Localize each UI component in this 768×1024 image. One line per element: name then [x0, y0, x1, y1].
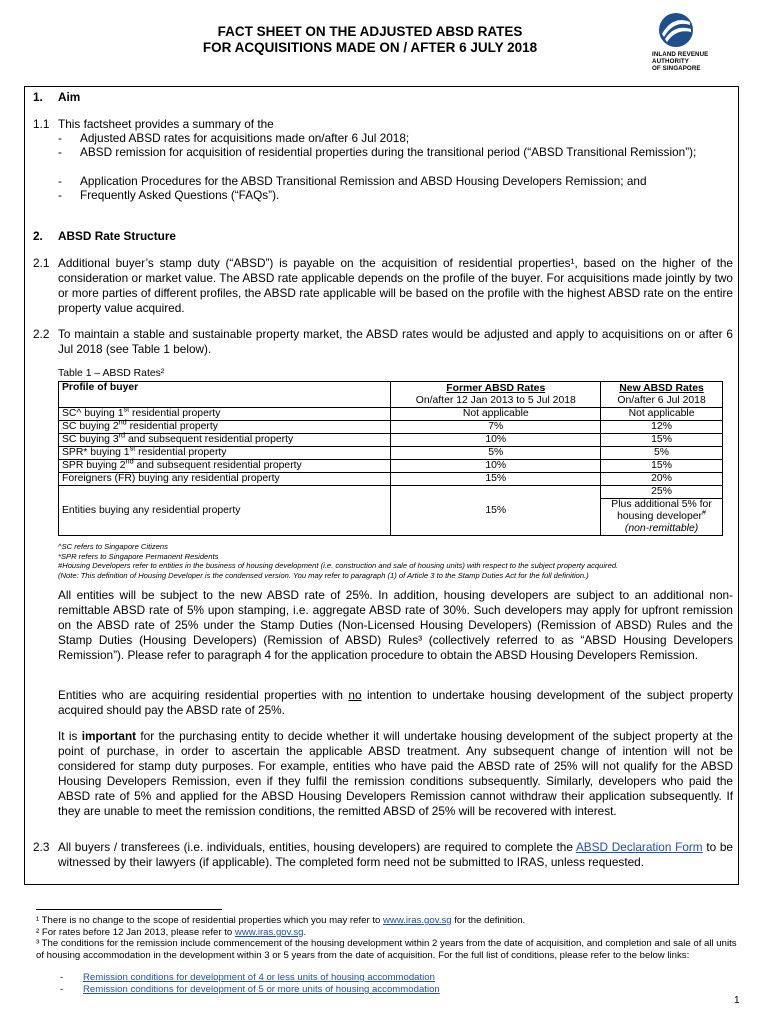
table-note: *SPR refers to Singapore Permanent Residents	[58, 551, 219, 561]
former-rate-cell: 15%	[391, 486, 601, 536]
section-2-heading: ABSD Rate Structure	[58, 229, 176, 243]
former-rate-cell: 10%	[391, 434, 601, 447]
table-note: #Housing Developers refer to entities in the business of housing development (i.e. construction and sale of housing units) with respect to the subject property acquired.	[58, 561, 619, 570]
section-2-number: 2.	[33, 229, 43, 243]
buyer-profile-cell: SC buying 3rd and subsequent residential property	[59, 434, 391, 447]
new-rate-cell: 15%	[601, 460, 723, 473]
table-row	[59, 421, 723, 434]
logo-text	[652, 51, 748, 72]
table-row	[59, 460, 723, 473]
buyer-profile-cell: SPR* buying 1st residential property	[59, 447, 391, 460]
para-2-3-number: 2.3	[33, 840, 50, 854]
former-rate-cell: Not applicable	[391, 408, 601, 421]
buyer-profile-cell: SPR buying 2nd and subsequent residential property	[59, 460, 391, 473]
iras-logo	[652, 12, 748, 72]
para-entities-rate: All entities will be subject to the new ABSD rate of 25%. In addition, housing developers are subject to an additional non-remittable ABSD rate of 5% upon stamping, i.e. aggregate ABSD rate of 30%. Such developers may apply for upfront remission on the ABSD rate of 25% under the Stamp Duties (Non-Licensed Housing Developers) (Remission of ABSD) Rules and the Stamp Duties (Housing Developers) (Remission of ABSD) Rules³ (collectively referred to as “ABSD Housing Developers Remission”). Please refer to paragraph 4 for the application procedure to obtain the ABSD Housing Developers Remission.	[58, 588, 733, 662]
footnote-link-row: - Remission conditions for development of 5 or more units of housing accommodation	[60, 984, 440, 995]
new-rate-cell: 12%	[601, 421, 723, 434]
footnote-1: ¹ There is no change to the scope of residential properties which you may refer to www.iras.gov.sg for the definition.	[36, 915, 526, 926]
former-rates-title: Former ABSD Rates	[446, 382, 546, 394]
new-rate-cell: 5%	[601, 447, 723, 460]
table-note: (Note: This definition of Housing Developer is the condensed version. You may refer to paragraph (1) of Article 3 to the Stamp Duties Act for the full definition.)	[58, 570, 589, 580]
footnote-divider	[36, 909, 222, 910]
table-notes	[58, 542, 738, 580]
remission-conditions-link-5-or-more[interactable]: Remission conditions for development of 5 or more units of housing accommodation	[83, 984, 440, 995]
absd-rates-table	[58, 381, 723, 536]
iras-website-link[interactable]: www.iras.gov.sg	[382, 915, 452, 926]
table-row	[59, 447, 723, 460]
aim-bullet: - Application Procedures for the ABSD Transitional Remission and ABSD Housing Developers Remission; and	[58, 174, 647, 188]
para-important: It is important for the purchasing entity to decide whether it will undertake housing development of the subject property at the point of purchase, in order to ascertain the applicable ABSD treatment. Any subsequent change of intention will not be considered for stamp duty purposes. For example, entities who have paid the ABSD rate of 25% will not qualify for the ABSD Housing Developers Remission, even if they fulfil the remission conditions subsequently. Similarly, developers who paid the ABSD rate of 5% and applied for the ABSD Housing Developers Remission cannot withdraw their application subsequently. If they are unable to meet the remission conditions, the remitted ABSD of 25% will be recovered with interest.	[58, 729, 733, 818]
para-1-1-intro: This factsheet provides a summary of the	[58, 117, 274, 131]
former-rates-period: On/after 12 Jan 2013 to 5 Jul 2018	[415, 394, 576, 406]
entities-developer-note: Plus additional 5% for housing developer#	[611, 499, 712, 522]
footnote-2: ² For rates before 12 Jan 2013, please refer to www.iras.gov.sg.	[36, 927, 307, 938]
title-line-2: FOR ACQUISITIONS MADE ON / AFTER 6 JULY 2018	[202, 40, 538, 55]
aim-bullet: - Frequently Asked Questions (“FAQs”).	[58, 188, 280, 202]
document-title	[170, 24, 570, 56]
column-header-former	[391, 382, 601, 408]
footnote-3: ³ The conditions for the remission include commencement of the housing development within 2 years from the date of acquisition, and completion and sale of all units of housing accommodation in the development within 3 or 5 years from the date of acquisition. For the full list of conditions, please refer to the below links:	[36, 938, 737, 961]
column-header-new	[601, 382, 723, 408]
remission-conditions-link-4-or-less[interactable]: Remission conditions for development of 4 or less units of housing accommodation	[83, 972, 435, 983]
buyer-profile-cell: SC buying 2nd residential property	[59, 421, 391, 434]
para-2-3: All buyers / transferees (i.e. individuals, entities, housing developers) are required to complete the ABSD Declaration Form to be witnessed by their lawyers (if applicable). The completed form need not be submitted to IRAS, unless requested.	[58, 840, 733, 869]
table-row	[59, 473, 723, 486]
aim-bullet: - Adjusted ABSD rates for acquisitions made on/after 6 Jul 2018;	[58, 131, 410, 145]
para-2-1: Additional buyer’s stamp duty (“ABSD”) is payable on the acquisition of residential properties¹, based on the higher of the consideration or market value. The ABSD rate applicable depends on the profile of the buyer. For acquisitions made jointly by two or more parties of different profiles, the ABSD rate applicable will be based on the profile with the highest ABSD rate on the entire property value acquired.	[58, 256, 733, 315]
section-1-heading: Aim	[58, 90, 81, 104]
section-1-number: 1.	[33, 90, 43, 104]
table-row	[59, 408, 723, 421]
aim-bullet: - ABSD remission for acquisition of residential properties during the transitional period (“ABSD Transitional Remission”);	[58, 145, 697, 159]
footnote-link-row: - Remission conditions for development of 4 or less units of housing accommodation	[60, 972, 435, 983]
new-rates-period: On/after 6 Jul 2018	[617, 394, 706, 406]
new-rate-cell: 20%	[601, 473, 723, 486]
para-2-1-number: 2.1	[33, 256, 50, 270]
page-number: 1	[734, 995, 740, 1006]
table-caption: Table 1 – ABSD Rates²	[58, 368, 165, 379]
table-note: ^SC refers to Singapore Citizens	[58, 542, 168, 551]
table-row-entities	[59, 486, 723, 536]
buyer-profile-cell: SC^ buying 1st residential property	[59, 408, 391, 421]
buyer-profile-cell: Foreigners (FR) buying any residential property	[59, 473, 391, 486]
buyer-profile-cell: Entities buying any residential property	[59, 486, 391, 536]
new-rates-title: New ABSD Rates	[619, 382, 704, 394]
iras-website-link[interactable]: www.iras.gov.sg	[234, 927, 304, 938]
para-1-1-number: 1.1	[33, 117, 50, 131]
former-rate-cell: 10%	[391, 460, 601, 473]
former-rate-cell: 5%	[391, 447, 601, 460]
para-no-intention: Entities who are acquiring residential properties with no intention to undertake housing development of the subject property acquired should pay the ABSD rate of 25%.	[58, 688, 733, 717]
para-2-2: To maintain a stable and sustainable property market, the ABSD rates would be adjusted and apply to acquisitions on or after 6 Jul 2018 (see Table 1 below).	[58, 327, 733, 356]
new-rate-cell: 15%	[601, 434, 723, 447]
logo-line-1: INLAND REVENUE	[652, 51, 709, 58]
entities-non-remittable: (non-remittable)	[624, 523, 699, 534]
iras-logo-icon	[658, 12, 694, 48]
table-header-row	[59, 382, 723, 408]
logo-line-2: AUTHORITY	[652, 58, 689, 65]
column-header-profile: Profile of buyer	[59, 382, 391, 408]
new-rate-cell: Not applicable	[601, 408, 723, 421]
new-rate-cell	[601, 486, 723, 536]
table-row	[59, 434, 723, 447]
logo-line-3: OF SINGAPORE	[652, 65, 701, 72]
para-2-2-number: 2.2	[33, 327, 50, 341]
former-rate-cell: 15%	[391, 473, 601, 486]
entities-new-rate: 25%	[601, 486, 722, 499]
title-line-1: FACT SHEET ON THE ADJUSTED ABSD RATES	[217, 24, 523, 39]
absd-declaration-form-link[interactable]: ABSD Declaration Form	[575, 840, 703, 854]
former-rate-cell: 7%	[391, 421, 601, 434]
